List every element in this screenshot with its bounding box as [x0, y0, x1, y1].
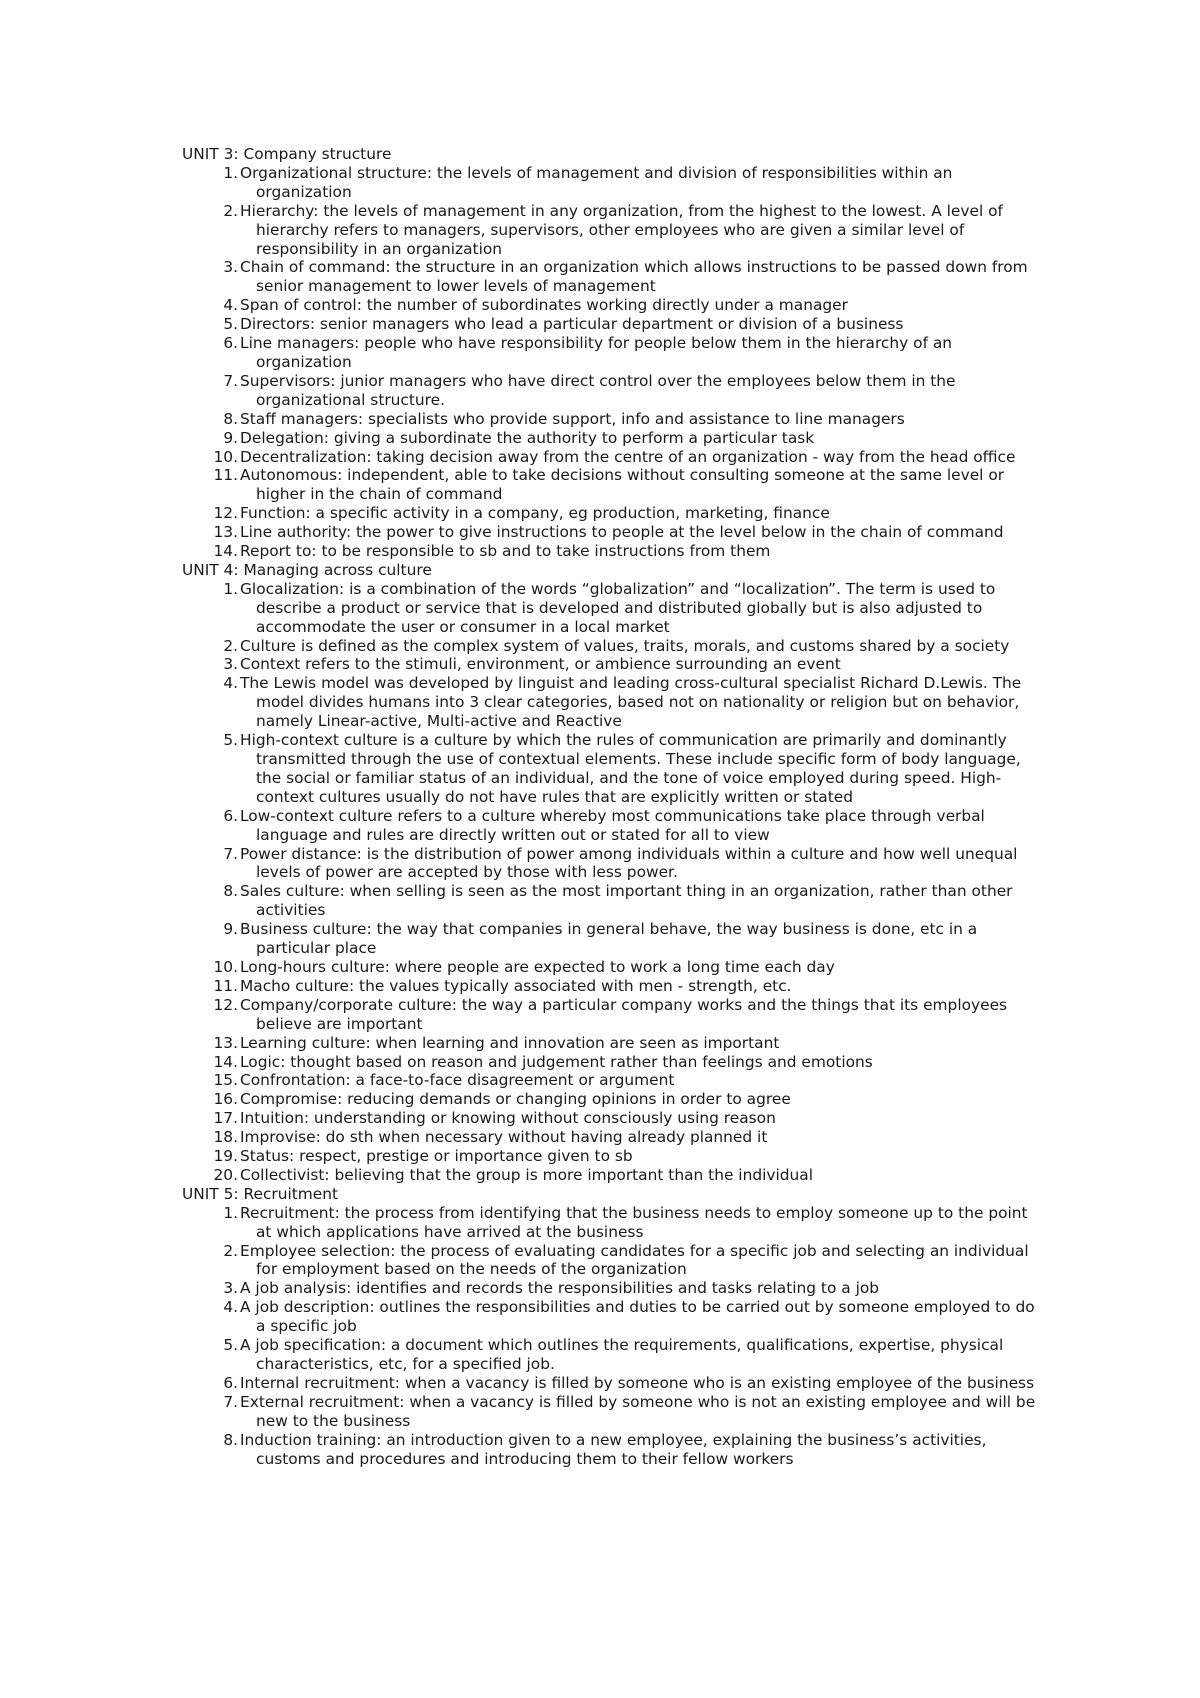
list-item-number: 12. — [213, 504, 238, 523]
unit-heading: UNIT 3: Company structure — [182, 145, 392, 163]
list-item-number: 3. — [223, 655, 238, 674]
list-item — [182, 466, 1042, 504]
list-item-number: 8. — [223, 882, 238, 901]
list-item-text: Function: a specific activity in a company, eg production, marketing, finance — [240, 504, 830, 523]
list-item-text: Staff managers: specialists who provide support, info and assistance to line managers — [240, 409, 905, 428]
list-item-text: Sales culture: when selling is seen as the most important thing in an organization, rather than other activities — [240, 882, 1013, 920]
list-item — [182, 504, 1042, 523]
list-item-text: The Lewis model was developed by linguist and leading cross-cultural specialist Richard D.Lewis. The model divides humans into 3 clear categories, based not on nationality or religion but on behavior, namely Linear-active, Multi-active and Reactive — [240, 674, 1022, 731]
list-item-text: Chain of command: the structure in an organization which allows instructions to be passed down from senior management to lower levels of management — [240, 258, 1028, 296]
list-item-text: Low-context culture refers to a culture whereby most communications take place through verbal language and rules are directly written out or stated for all to view — [240, 806, 985, 844]
list-item — [182, 1431, 1042, 1469]
unit-heading: UNIT 5: Recruitment — [182, 1184, 339, 1203]
list-item-text: Context refers to the stimuli, environment, or ambience surrounding an event — [240, 655, 841, 674]
list-item-number: 7. — [223, 1392, 238, 1411]
list-item — [182, 202, 1042, 259]
list-item-number: 4. — [223, 1298, 238, 1317]
list-item — [182, 580, 1042, 637]
document-page — [182, 145, 1042, 1468]
list-item — [182, 372, 1042, 410]
list-item-text: Delegation: giving a subordinate the authority to perform a particular task — [240, 428, 815, 447]
list-item-text: Induction training: an introduction given to a new employee, explaining the business’s activities, customs and procedures and introducing them to their fellow workers — [240, 1430, 987, 1468]
list-item-text: Improvise: do sth when necessary without having already planned it — [240, 1128, 768, 1147]
list-item-number: 11. — [213, 976, 238, 995]
list-item-number: 14. — [213, 1052, 238, 1071]
list-item-text: Company/corporate culture: the way a particular company works and the things that its employees believe are important — [240, 995, 1008, 1033]
list-item-number: 20. — [213, 1165, 238, 1184]
list-item-number: 1. — [223, 163, 238, 182]
list-item — [182, 1128, 1042, 1147]
list-item — [182, 1090, 1042, 1109]
list-item-number: 7. — [223, 844, 238, 863]
list-item-text: Decentralization: taking decision away from the centre of an organization - way from the head office — [240, 447, 1016, 466]
list-item-text: Line authority: the power to give instructions to people at the level below in the chain of command — [240, 523, 1004, 542]
list-item-text: Intuition: understanding or knowing without consciously using reason — [240, 1109, 776, 1128]
list-item-text: Organizational structure: the levels of management and division of responsibilities within an organization — [240, 163, 953, 201]
list-item — [182, 1109, 1042, 1128]
list-item — [182, 1393, 1042, 1431]
list-item-text: A job specification: a document which outlines the requirements, qualifications, expertise, physical characteristics, etc, for a specified job. — [240, 1336, 1004, 1373]
list-item-number: 7. — [223, 371, 238, 390]
list-item-number: 17. — [213, 1109, 238, 1128]
list-item-number: 13. — [213, 1033, 238, 1052]
list-item-text: Power distance: is the distribution of power among individuals within a culture and how well unequal levels of power are accepted by those with less power. — [240, 844, 1018, 882]
unit-section — [182, 145, 1042, 561]
list-item-number: 9. — [223, 428, 238, 447]
list-item — [182, 523, 1042, 542]
list-item — [182, 655, 1042, 674]
list-item-text: Recruitment: the process from identifying that the business needs to employ someone up to the point at which applications have arrived at the business — [240, 1203, 1028, 1241]
unit-section — [182, 561, 1042, 1185]
list-item-text: Collectivist: believing that the group is more important than the individual — [240, 1165, 814, 1184]
list-item — [182, 845, 1042, 883]
list-item-text: Glocalization: is a combination of the words “globalization” and “localization”. The term is used to describe a product or service that is developed and distributed globally but is also adjusted to accommodate the user or consumer in a local market — [240, 579, 996, 636]
list-item — [182, 731, 1042, 807]
list-item-number: 5. — [223, 731, 238, 750]
list-item-number: 9. — [223, 920, 238, 939]
list-item — [182, 448, 1042, 467]
list-item — [182, 258, 1042, 296]
list-item-text: Confrontation: a face-to-face disagreement or argument — [240, 1071, 675, 1090]
list-item-text: Directors: senior managers who lead a particular department or division of a business — [240, 315, 904, 334]
list-item-text: Logic: thought based on reason and judgement rather than feelings and emotions — [240, 1052, 873, 1071]
list-item-number: 6. — [223, 806, 238, 825]
term-list — [182, 1204, 1042, 1469]
list-item — [182, 958, 1042, 977]
list-item — [182, 807, 1042, 845]
list-item — [182, 1242, 1042, 1280]
list-item-number: 5. — [223, 315, 238, 334]
list-item-number: 16. — [213, 1090, 238, 1109]
list-item-text: Span of control: the number of subordinates working directly under a manager — [240, 296, 848, 315]
list-item — [182, 429, 1042, 448]
term-list — [182, 164, 1042, 561]
list-item-text: Supervisors: junior managers who have direct control over the employees below them in the organizational structure. — [240, 371, 956, 409]
list-item-number: 3. — [223, 1279, 238, 1298]
list-item-number: 15. — [213, 1071, 238, 1090]
list-item — [182, 1374, 1042, 1393]
list-item-text: Line managers: people who have responsibility for people below them in the hierarchy of an organization — [240, 334, 953, 371]
list-item — [182, 315, 1042, 334]
list-item-number: 10. — [213, 957, 238, 976]
list-item — [182, 996, 1042, 1034]
list-item — [182, 1298, 1042, 1336]
list-item-text: Culture is defined as the complex system of values, traits, morals, and customs shared by a society — [240, 636, 1010, 655]
list-item-number: 13. — [213, 523, 238, 542]
list-item-text: Business culture: the way that companies in general behave, the way business is done, etc in a particular place — [240, 920, 978, 958]
list-item-text: Macho culture: the values typically associated with men - strength, etc. — [240, 976, 792, 995]
list-item-text: Internal recruitment: when a vacancy is filled by someone who is an existing employee of the business — [240, 1373, 1035, 1392]
list-item — [182, 164, 1042, 202]
list-item — [182, 1034, 1042, 1053]
list-item-text: Compromise: reducing demands or changing opinions in order to agree — [240, 1090, 791, 1109]
list-item-number: 8. — [223, 409, 238, 428]
list-item-number: 4. — [223, 296, 238, 315]
list-item-number: 11. — [213, 466, 238, 485]
term-list — [182, 580, 1042, 1185]
list-item-text: A job analysis: identifies and records the responsibilities and tasks relating to a job — [240, 1279, 880, 1298]
list-item — [182, 977, 1042, 996]
list-item-number: 10. — [213, 447, 238, 466]
list-item-text: Status: respect, prestige or importance given to sb — [240, 1147, 633, 1166]
list-item-number: 2. — [223, 636, 238, 655]
list-item — [182, 1071, 1042, 1090]
list-item — [182, 882, 1042, 920]
list-item — [182, 410, 1042, 429]
list-item-text: Employee selection: the process of evaluating candidates for a specific job and selecting an individual for employment based on the needs of the organization — [240, 1241, 1029, 1279]
list-item — [182, 637, 1042, 656]
list-item-number: 6. — [223, 334, 238, 353]
list-item-text: A job description: outlines the responsibilities and duties to be carried out by someone employed to do a specific job — [240, 1298, 1035, 1336]
list-item-number: 19. — [213, 1147, 238, 1166]
list-item — [182, 674, 1042, 731]
list-item-number: 14. — [213, 542, 238, 561]
list-item-text: Autonomous: independent, able to take decisions without consulting someone at the same level or higher in the chain of command — [240, 466, 1005, 504]
list-item-number: 1. — [223, 1203, 238, 1222]
list-item — [182, 334, 1042, 372]
list-item — [182, 1147, 1042, 1166]
list-item-number: 8. — [223, 1430, 238, 1449]
unit-section — [182, 1185, 1042, 1469]
list-item — [182, 1279, 1042, 1298]
unit-heading: UNIT 4: Managing across culture — [182, 560, 432, 579]
list-item — [182, 296, 1042, 315]
list-item-text: External recruitment: when a vacancy is filled by someone who is not an existing employee and will be new to the business — [240, 1392, 1036, 1430]
list-item — [182, 1166, 1042, 1185]
list-item-text: Report to: to be responsible to sb and to take instructions from them — [240, 542, 771, 561]
list-item-number: 4. — [223, 674, 238, 693]
list-item-text: Hierarchy: the levels of management in any organization, from the highest to the lowest. A level of hierarchy refers to managers, supervisors, other employees who are given a similar level of responsibility in an organization — [240, 201, 1003, 258]
list-item-number: 12. — [213, 995, 238, 1014]
list-item-text: Long-hours culture: where people are expected to work a long time each day — [240, 957, 835, 976]
list-item-number: 2. — [223, 201, 238, 220]
list-item — [182, 1336, 1042, 1374]
list-item-number: 1. — [223, 579, 238, 598]
list-item — [182, 1204, 1042, 1242]
list-item-text: Learning culture: when learning and innovation are seen as important — [240, 1033, 780, 1052]
list-item-number: 6. — [223, 1373, 238, 1392]
list-item — [182, 1053, 1042, 1072]
list-item-text: High-context culture is a culture by which the rules of communication are primarily and dominantly transmitted through the use of contextual elements. These include specific form of body language, the social or familiar status of an individual, and the tone of voice employed during speed. High-context cultures usually do not have rules that are explicitly written or stated — [240, 731, 1021, 806]
list-item-number: 5. — [223, 1336, 238, 1355]
list-item — [182, 920, 1042, 958]
list-item-number: 18. — [213, 1128, 238, 1147]
list-item-number: 2. — [223, 1241, 238, 1260]
list-item-number: 3. — [223, 258, 238, 277]
list-item — [182, 542, 1042, 561]
